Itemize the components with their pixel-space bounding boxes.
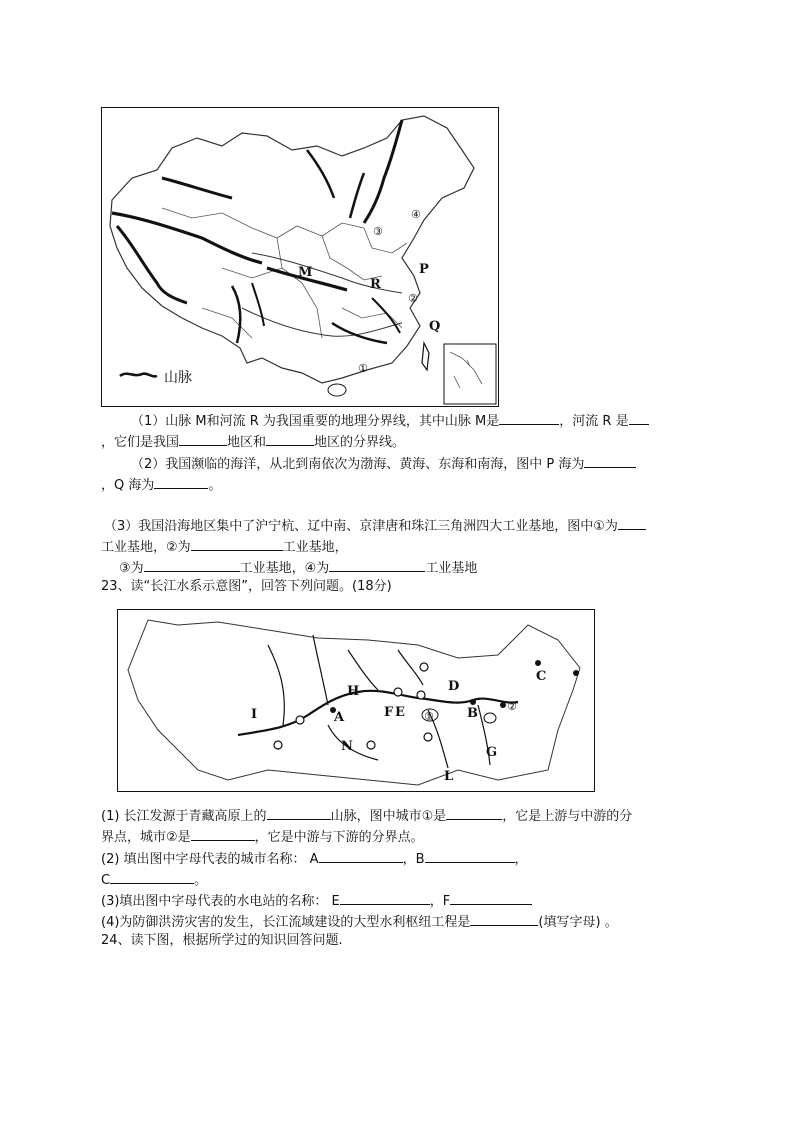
q23-part3: (3)填出图中字母代表的水电站的名称： E ，F — [101, 890, 532, 911]
q23-title: 23、读“长江水系示意图”，回答下列问题。(18分) — [101, 579, 392, 594]
point-1: ① — [358, 362, 368, 375]
blank-city-A[interactable] — [319, 848, 403, 863]
q22-part1-line2: ，它们是我国 地区和 地区的分界线。 — [101, 431, 405, 452]
label-R: R — [370, 277, 381, 292]
label-Q: Q — [429, 319, 441, 334]
yz-city-1: ① — [424, 710, 434, 723]
yz-label-I: I — [251, 707, 258, 722]
q23-part4: (4)为防御洪涝灾害的发生，长江流域建设的大型水利枢纽工程是 (填写字母) 。 — [101, 911, 618, 932]
city-B-dot — [470, 699, 476, 705]
q23-part1-line2: 界点，城市②是 ，它是中游与下游的分界点。 — [101, 826, 424, 847]
blank-city-2[interactable] — [191, 826, 255, 841]
blank-mountain-m[interactable] — [499, 410, 559, 425]
blank-sea-p[interactable] — [584, 453, 636, 468]
q22-part2-line1: （2）我国濒临的海洋，从北到南依次为渤海、黄海、东海和南海，图中 P 海为 — [131, 453, 636, 474]
blank-city-C[interactable] — [110, 869, 194, 884]
yz-label-L: L — [444, 769, 454, 784]
blank-source-mountain[interactable] — [267, 805, 331, 820]
blank-river-r[interactable] — [629, 410, 649, 425]
city-C2-dot — [573, 670, 579, 676]
label-M: M — [298, 265, 313, 280]
blank-city-1[interactable] — [446, 805, 502, 820]
yangtze-map — [117, 609, 595, 792]
yz-city-2: ② — [507, 700, 517, 713]
yangtze-map-svg — [118, 610, 593, 790]
blank-station-F[interactable] — [450, 890, 532, 905]
city-C-dot — [535, 660, 541, 666]
point-4: ④ — [411, 208, 421, 221]
blank-sea-q[interactable] — [154, 474, 208, 489]
label-P: P — [419, 262, 429, 277]
city-2-dot — [500, 702, 506, 708]
yz-label-A: A — [334, 710, 345, 725]
blank-base-4[interactable] — [329, 557, 425, 572]
yz-label-D: D — [448, 679, 460, 694]
q22-part3-line3: ③为 工业基地，④为 工业基地 — [119, 557, 477, 578]
yz-label-E: E — [395, 705, 405, 720]
blank-region-2[interactable] — [266, 431, 314, 446]
q24-title: 24、读下图，根据所学过的知识回答问题. — [101, 933, 343, 948]
q22-part2-line2: ，Q 海为 。 — [101, 474, 221, 495]
point-2: ② — [408, 292, 418, 305]
q22-part3-line1: （3）我国沿海地区集中了沪宁杭、辽中南、京津唐和珠江三角洲四大工业基地，图中①为 — [104, 515, 646, 536]
blank-base-3[interactable] — [144, 557, 240, 572]
blank-base-1[interactable] — [618, 515, 646, 530]
yz-label-N: N — [341, 739, 353, 754]
q23-part2-line1: (2) 填出图中字母代表的城市名称： A ，B ， — [101, 848, 528, 869]
blank-project-letter[interactable] — [470, 911, 538, 926]
point-3: ③ — [373, 225, 383, 238]
blank-region-1[interactable] — [179, 431, 227, 446]
blank-city-B[interactable] — [425, 848, 515, 863]
blank-station-E[interactable] — [340, 890, 430, 905]
legend-mountain-symbol — [120, 374, 157, 377]
yz-label-C: C — [536, 669, 547, 684]
china-map — [101, 107, 499, 407]
china-map-svg — [102, 108, 497, 405]
q23-part2-line2: C 。 — [101, 869, 207, 890]
q22-part3-line2: 工业基地，②为 工业基地， — [101, 536, 348, 557]
q22-part1-line1: （1）山脉 M和河流 R 为我国重要的地理分界线，其中山脉 M是 ，河流 R 是 — [131, 410, 649, 431]
yz-label-H: H — [347, 684, 360, 699]
yz-label-F: F — [384, 705, 394, 720]
yz-label-B: B — [467, 706, 478, 721]
yz-label-G: G — [486, 745, 498, 760]
legend-label: 山脉 — [164, 370, 192, 386]
blank-base-2[interactable] — [191, 536, 283, 551]
q23-part1-line1: (1) 长江发源于青藏高原上的 山脉，图中城市①是 ，它是上游与中游的分 — [101, 805, 632, 826]
